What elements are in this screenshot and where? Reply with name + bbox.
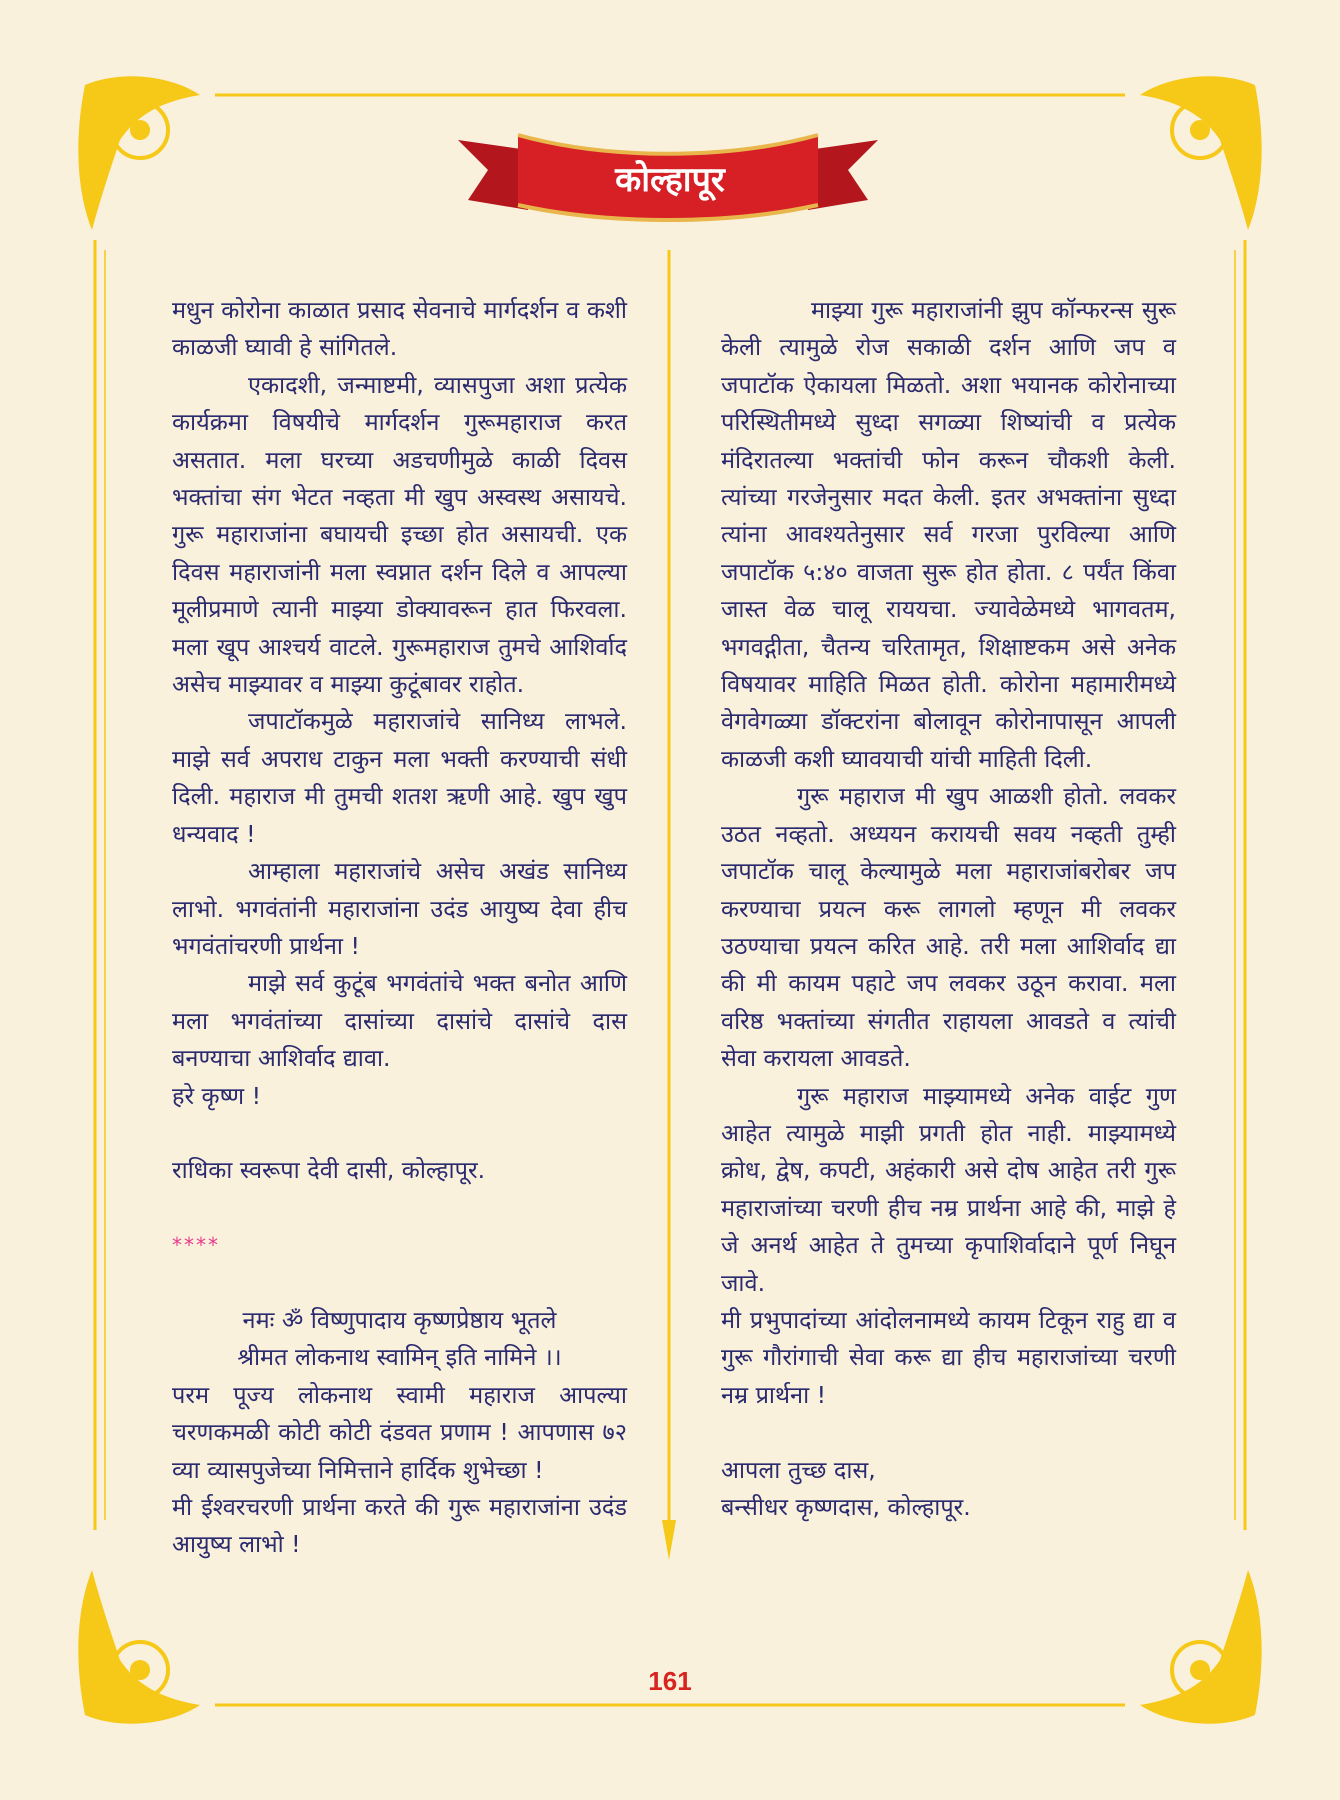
prayer-line: नमः ॐ विष्णुपादाय कृष्णप्रेष्ठाय भूतले <box>242 1305 557 1334</box>
spacer <box>172 1265 627 1302</box>
corner-ornament-bottom-right <box>1140 1570 1262 1724</box>
paragraph: मधुन कोरोना काळात प्रसाद सेवनाचे मार्गदर्शन व कशी काळजी घ्यावी हे सांगितले. <box>172 296 627 362</box>
right-column <box>721 292 1176 1526</box>
corner-ornament-top-right <box>1140 76 1262 230</box>
page-number: 161 <box>648 1666 692 1696</box>
paragraph: माझ्या गुरू महाराजांनी झुप कॉन्फरन्स सुरू केली त्यामुळे रोज सकाळी दर्शन आणि जप व जपाटॉक ऐकायला मिळतो. अशा भयानक कोरोनाच्या परिस्थितीमध्ये सुध्दा सगळ्या शिष्यांची व प्रत्येक मंदिरातल्या भक्तांची फोन करून चौकशी केली. त्यांच्या गरजेनुसार मदत केली. इतर अभक्तांना सुध्दा त्यांना आवश्यतेनुसार सर्व गरजा पुरविल्या आणि जपाटॉक ५:४० वाजता सुरू होत होता. ८ पर्यंत किंवा जास्त वेळ चालू राययचा. ज्यावेळेमध्ये भागवतम, भगवद्गीता, चैतन्य चरितामृत, शिक्षाष्टकम असे अनेक विषयावर माहिति मिळत होती. कोरोना महामारीमध्ये वेगवेगळ्या डॉक्टरांना बोलावून कोरोनापासून आपली काळजी कशी घ्यावयाची यांची माहिती दिली. <box>721 296 1176 773</box>
spacer <box>721 1414 1176 1451</box>
corner-ornament-bottom-left <box>78 1570 200 1724</box>
signature: बन्सीधर कृष्णदास, कोल्हापूर. <box>721 1492 971 1521</box>
separator-stars: **** <box>172 1233 220 1258</box>
prayer-line: श्रीमत लोकनाथ स्वामिन् इति नामिने ।। <box>237 1343 562 1372</box>
paragraph: गुरू महाराज माझ्यामध्ये अनेक वाईट गुण आहेत त्यामुळे माझी प्रगती होत नाही. माझ्यामध्ये क्रोध, द्वेष, कपटी, अहंकारी असे दोष आहेत तरी गुरू महाराजांच्या चरणी हीच नम्र प्रार्थना आहे की, माझे हे जे अनर्थ आहेत ते तुमच्या कृपाशिर्वादाने पूर्ण निघून जावे. <box>721 1081 1176 1297</box>
paragraph: आम्हाला महाराजांचे असेच अखंड सानिध्य लाभो. भगवंतांनी महाराजांना उदंड आयुष्य देवा हीच भगवंतांचरणी प्रार्थना ! <box>172 857 627 960</box>
signature: राधिका स्वरूपा देवी दासी, कोल्हापूर. <box>172 1156 486 1185</box>
paragraph: मी प्रभुपादांच्या आंदोलनामध्ये कायम टिकून राहु द्या व गुरू गौरांगाची सेवा करू द्या हीच महाराजांच्या चरणी नम्र प्रार्थना ! <box>721 1305 1176 1409</box>
paragraph: जपाटॉकमुळे महाराजांचे सानिध्य लाभले. माझे सर्व अपराध टाकुन मला भक्ती करण्याची संधी दिली. महाराज मी तुमची शतश ऋणी आहे. खुप खुप धन्यवाद ! <box>172 707 627 848</box>
paragraph: गुरू महाराज मी खुप आळशी होतो. लवकर उठत नव्हतो. अध्ययन करायची सवय नव्हती तुम्ही जपाटॉक चालू केल्यामुळे मला महाराजांबरोबर जप करण्याचा प्रयत्न करू लागलो म्हणून मी लवकर उठण्याचा प्रयत्न करित आहे. तरी मला आशिर्वाद द्या की मी कायम पहाटे जप लवकर उठून करावा. मला वरिष्ठ भक्तांच्या संगतीत राहायला आवडते व त्यांची सेवा करायला आवडते. <box>721 782 1176 1073</box>
corner-ornament-top-left <box>78 76 200 230</box>
paragraph: एकादशी, जन्माष्टमी, व्यासपुजा अशा प्रत्येक कार्यक्रमा विषयीचे मार्गदर्शन गुरूमहाराज करत असतात. मला घरच्या अडचणीमुळे काळी दिवस भक्तांचा संग भेटत नव्हता मी खुप अस्वस्थ असायचे. गुरू महाराजांना बघायची इच्छा होत असायची. एक दिवस महाराजांनी मला स्वप्नात दर्शन दिले व आपल्या मूलीप्रमाणे त्यानी माझ्या डोक्यावरून हात फिरवला. मला खूप आश्चर्य वाटले. गुरूमहाराज तुमचे आशिर्वाद असेच माझ्यावर व माझ्या कुटूंबावर राहोत. <box>172 370 627 699</box>
closing-line: आपला तुच्छ दास, <box>721 1455 876 1484</box>
paragraph: माझे सर्व कुटूंब भगवंतांचे भक्त बनोत आणि मला भगवंतांच्या दासांच्या दासांचे दासांचे दास बनण्याचा आशिर्वाद द्यावा. <box>172 969 627 1073</box>
paragraph: मी ईश्वरचरणी प्रार्थना करते की गुरू महाराजांना उदंड आयुष्य लाभो ! <box>172 1492 627 1559</box>
left-column <box>172 292 627 1564</box>
spacer <box>172 1115 627 1152</box>
spacer <box>172 1190 627 1227</box>
paragraph: परम पूज्य लोकनाथ स्वामी महाराज आपल्या चरणकमळी कोटी कोटी दंडवत प्रणाम ! आपणास ७२ व्या व्यासपुजेच्या निमित्ताने हार्दिक शुभेच्छा ! <box>172 1380 627 1484</box>
column-divider <box>662 250 676 1590</box>
closing-greeting: हरे कृष्ण ! <box>172 1081 262 1110</box>
page-title: कोल्हापूर <box>615 160 725 200</box>
